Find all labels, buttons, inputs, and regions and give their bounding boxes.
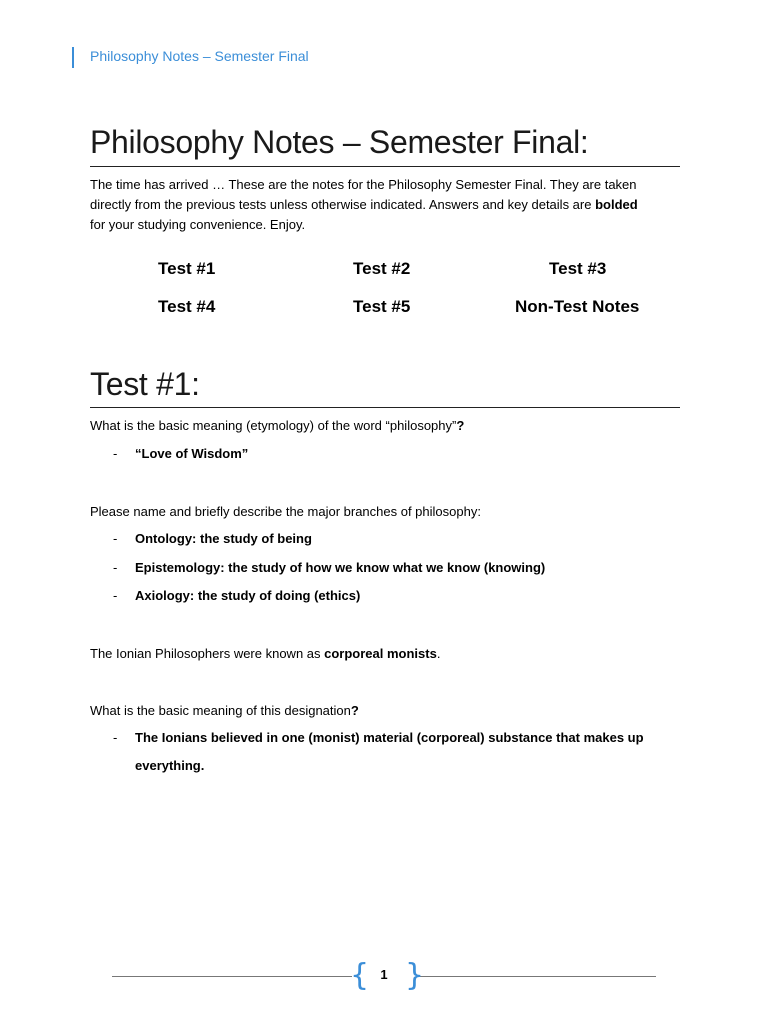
toc-link-test-2[interactable]: Test #2 <box>353 259 411 278</box>
answer-designation-line-1: The Ionians believed in one (monist) material (corporeal) substance that makes up <box>135 730 644 745</box>
answer-etymology-text: “Love of Wisdom” <box>135 446 249 461</box>
question-designation-text: What is the basic meaning of this designation <box>90 703 351 718</box>
question-mark-bold: ? <box>350 703 359 718</box>
section-rule <box>90 407 680 408</box>
intro-bolded-word: bolded <box>595 197 638 212</box>
footer-rule-right <box>418 976 656 977</box>
question-mark-bold: ? <box>456 418 465 433</box>
footer-brace-left-icon: { <box>350 958 370 993</box>
footer-rule-left <box>112 976 352 977</box>
term-corporeal-monists: corporeal monists <box>324 646 437 661</box>
toc-link-test-3[interactable]: Test #3 <box>549 259 607 278</box>
statement-period: . <box>436 646 441 661</box>
intro-line-2-text: directly from the previous tests unless otherwise indicated. Answers and key details are <box>90 197 596 212</box>
intro-line-2 <box>90 195 690 215</box>
toc-link-test-1[interactable]: Test #1 <box>158 259 216 278</box>
bullet-dash: - <box>113 588 118 603</box>
page-title: Philosophy Notes – Semester Final: <box>90 124 589 160</box>
running-header: Philosophy Notes – Semester Final <box>90 48 309 64</box>
bullet-dash: - <box>113 531 118 546</box>
header-accent-bar <box>72 47 74 68</box>
bullet-dash: - <box>113 446 118 461</box>
footer-brace-right-icon: } <box>405 958 425 993</box>
page-number: 1 <box>380 967 388 982</box>
toc-link-test-4[interactable]: Test #4 <box>158 297 216 316</box>
bullet-dash: - <box>113 730 118 745</box>
answer-designation <box>113 724 673 784</box>
question-designation <box>90 701 690 721</box>
intro-line-3: for your studying convenience. Enjoy. <box>90 217 306 232</box>
answer-designation-text <box>135 724 675 780</box>
statement-ionians-text: The Ionian Philosophers were known as <box>90 646 325 661</box>
answer-branch-text: Ontology: the study of being <box>135 531 312 546</box>
answer-designation-line-2: everything. <box>135 758 205 773</box>
section-heading-test-1: Test #1: <box>90 366 200 402</box>
intro-paragraph <box>90 175 690 235</box>
answer-branch-text: Axiology: the study of doing (ethics) <box>135 588 361 603</box>
question-etymology-text: What is the basic meaning (etymology) of the word “philosophy” <box>90 418 457 433</box>
bullet-dash: - <box>113 560 118 575</box>
toc-link-test-5[interactable]: Test #5 <box>353 297 411 316</box>
title-rule <box>90 166 680 167</box>
answer-branch-text: Epistemology: the study of how we know what we know (knowing) <box>135 560 546 575</box>
intro-line-1: The time has arrived … These are the notes for the Philosophy Semester Final. They are taken <box>90 177 637 192</box>
toc-link-non-test-notes[interactable]: Non-Test Notes <box>515 297 640 316</box>
question-branches: Please name and briefly describe the major branches of philosophy: <box>90 504 481 519</box>
question-etymology <box>90 416 690 436</box>
statement-ionians <box>90 644 690 664</box>
